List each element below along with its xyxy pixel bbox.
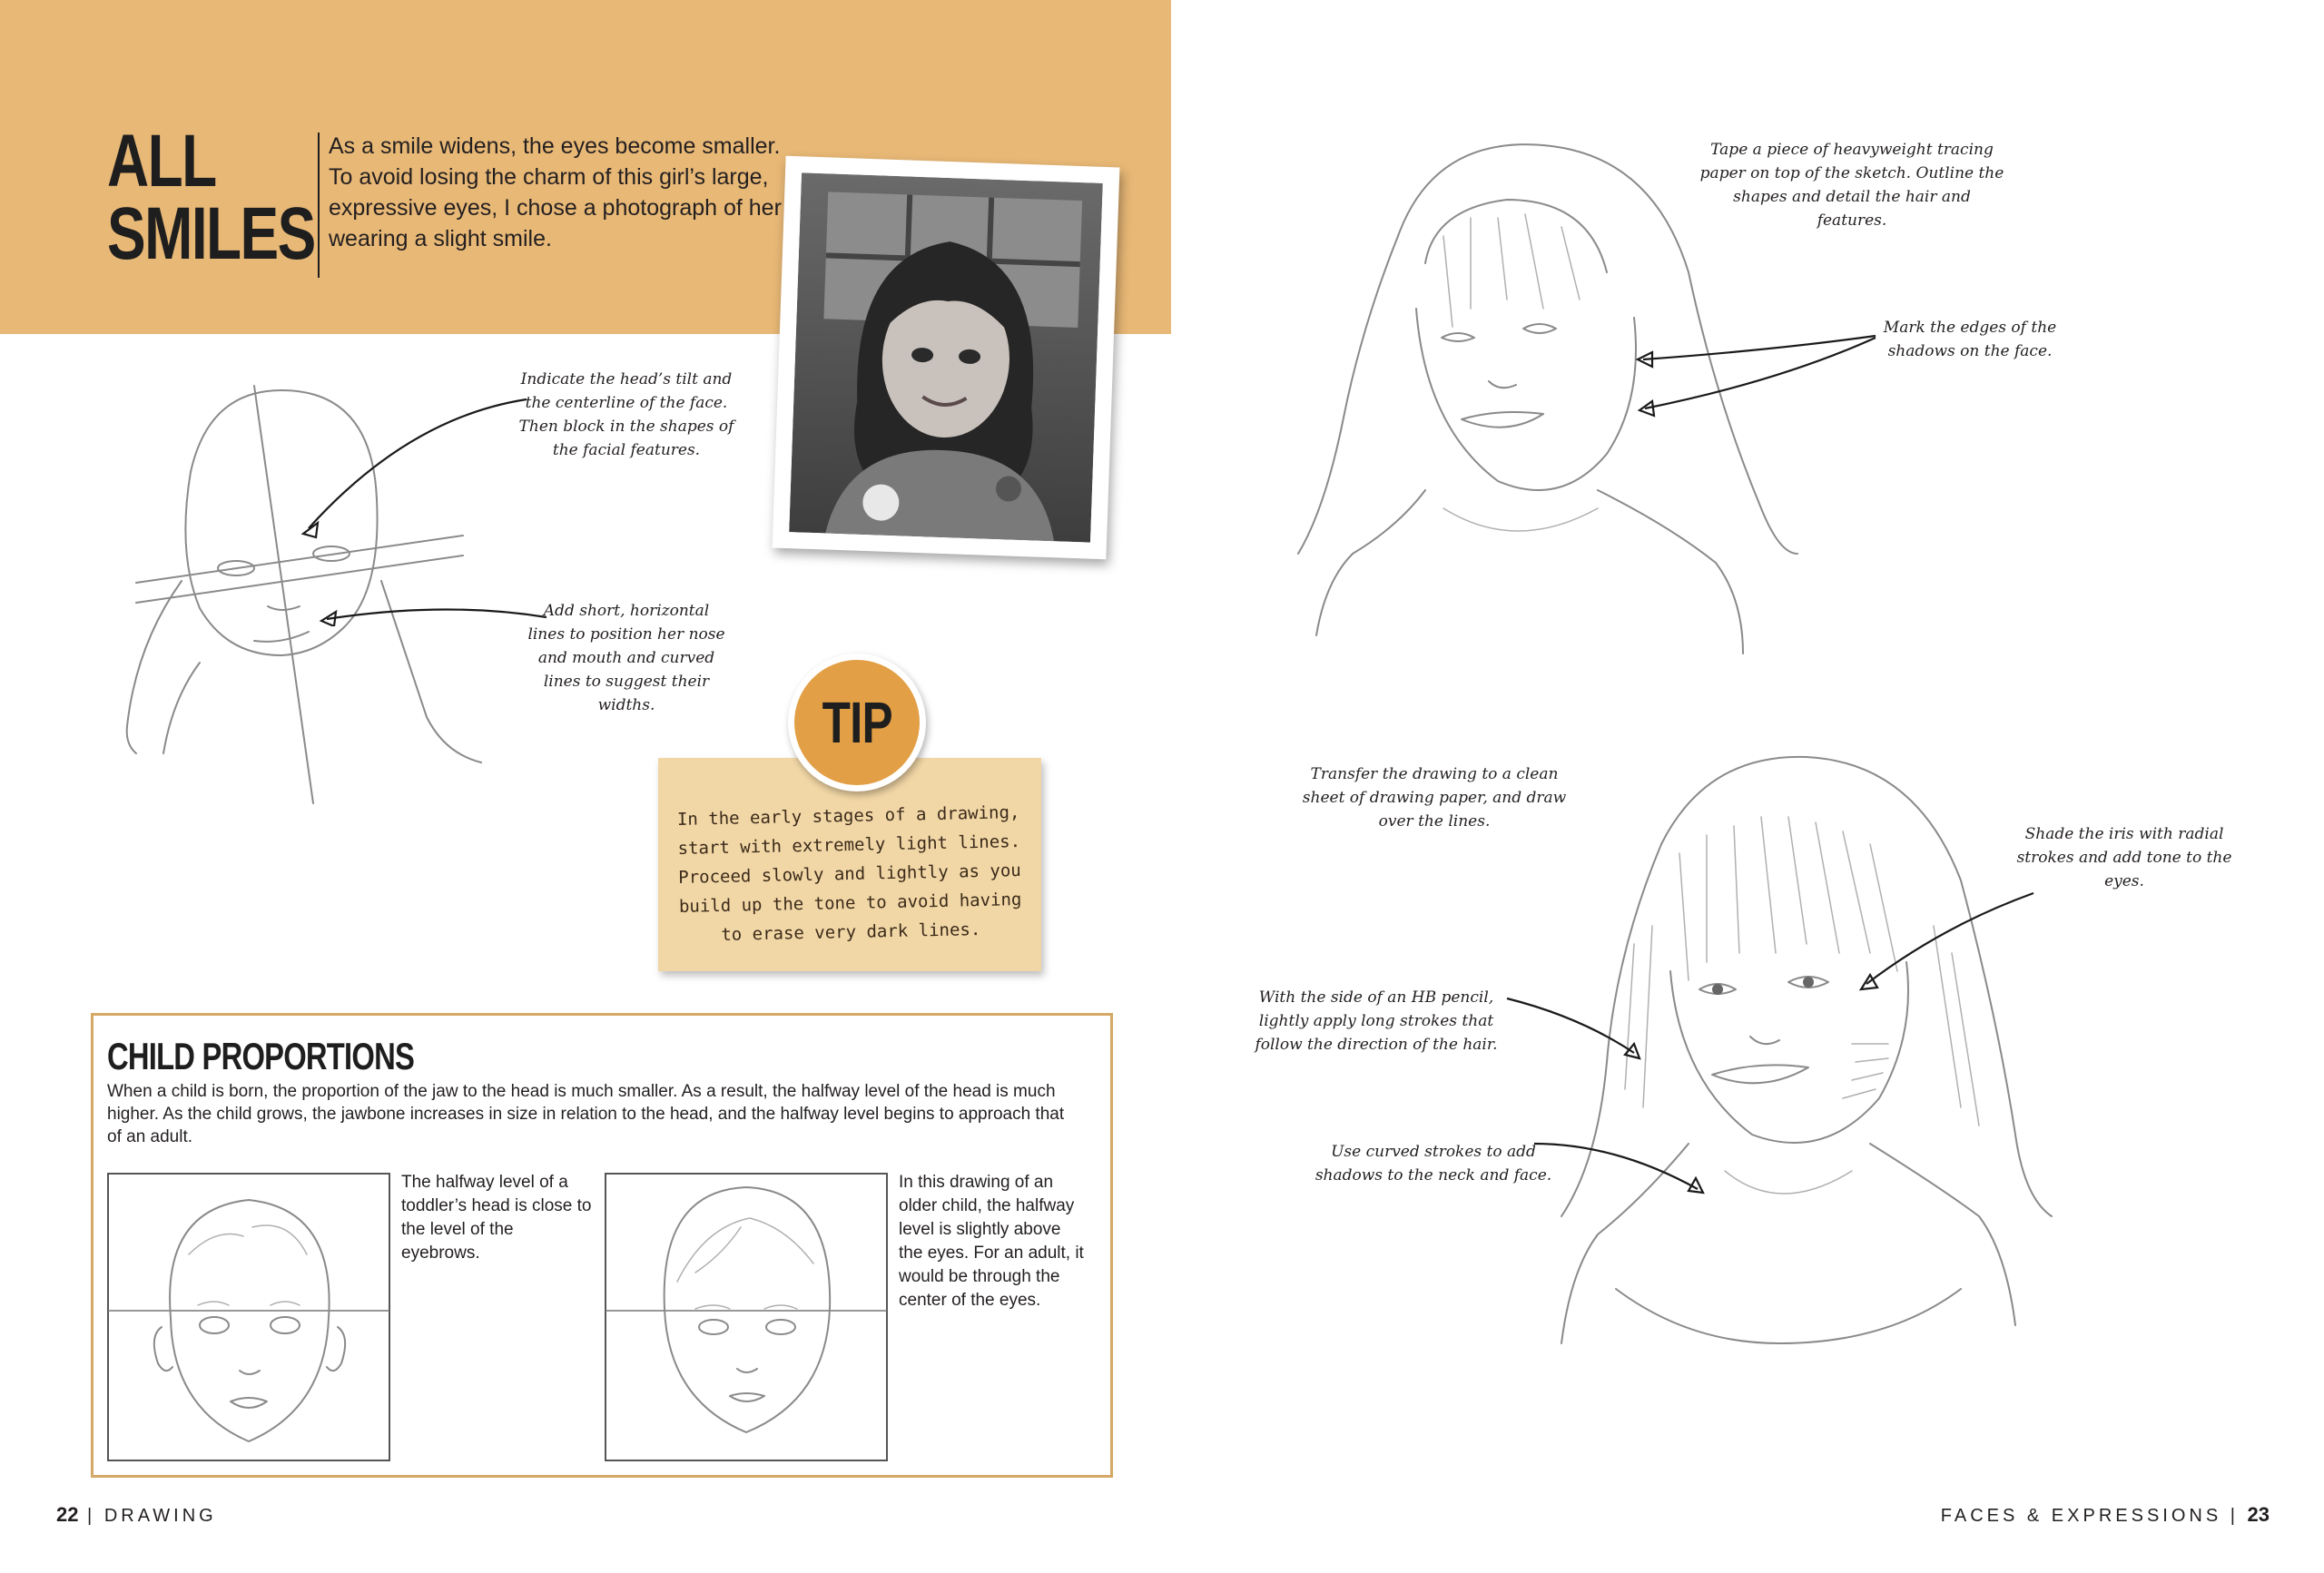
intro-text: As a smile widens, the eyes become smaller. To avoid losing the charm of this girl’s large, expressive eyes, I chose a photograph of her wearing a slight smile. bbox=[329, 133, 782, 251]
older-child-proportion-drawing bbox=[605, 1173, 888, 1461]
title-line-2: SMILES bbox=[107, 192, 315, 275]
toddler-proportion-text: The halfway level of a toddler’s head is close to the level of the eyebrows. bbox=[401, 1173, 592, 1263]
footer-divider-left: | bbox=[87, 1506, 104, 1526]
child-proportions-body: When a child is born, the proportion of the jaw to the head is much smaller. As a result, the halfway level of the head is much higher. As the child grows, the jawbone increases in size in relation to the head, and the halfway level begins to approach that of an adult. bbox=[107, 1082, 1065, 1146]
caption-transfer: Transfer the drawing to a clean sheet of drawing paper, and draw over the lines. bbox=[1302, 765, 1567, 831]
caption-iris: Shade the iris with radial strokes and add tone to the eyes. bbox=[2016, 825, 2232, 890]
caption-tracing-paper: Tape a piece of heavyweight tracing paper on top of the sketch. Outline the shapes and detail the hair and features. bbox=[1699, 141, 2004, 230]
arrows-step1 bbox=[290, 390, 563, 626]
caption-head-tilt: Indicate the head’s tilt and the centerline of the face. Then block in the shapes of the facial features. bbox=[518, 370, 734, 459]
tip-text: In the early stages of a drawing, start with extremely light lines. Proceed slowly and lightly as you build up the tone to avoid having to erase very dark lines. bbox=[676, 802, 1022, 945]
footer-left bbox=[56, 1503, 217, 1527]
caption-hb-pencil: With the side of an HB pencil, lightly apply long strokes that follow the direction of the hair. bbox=[1255, 988, 1498, 1054]
tip-badge bbox=[788, 654, 926, 791]
page-title bbox=[107, 120, 315, 275]
photo-image bbox=[789, 172, 1103, 542]
arrows-shadow-edges bbox=[1625, 318, 1888, 427]
left-page-number: 22 bbox=[56, 1503, 79, 1526]
toddler-proportion-drawing bbox=[107, 1173, 390, 1461]
title-divider bbox=[318, 133, 320, 278]
title-line-1: ALL bbox=[107, 120, 216, 202]
right-page-number: 23 bbox=[2247, 1503, 2270, 1526]
arrows-shaded-drawing bbox=[1489, 871, 2142, 1207]
footer-right bbox=[1941, 1503, 2270, 1527]
left-section-label: DRAWING bbox=[103, 1506, 217, 1526]
child-proportions-title: CHILD PROPORTIONS bbox=[107, 1035, 415, 1077]
right-section-label: FACES & EXPRESSIONS bbox=[1940, 1506, 2222, 1526]
reference-photo bbox=[773, 156, 1120, 560]
caption-curved-strokes: Use curved strokes to add shadows to the neck and face. bbox=[1315, 1143, 1552, 1185]
caption-shadow-edges: Mark the edges of the shadows on the face. bbox=[1883, 319, 2057, 360]
footer-divider-right: | bbox=[2230, 1506, 2248, 1526]
tip-badge-label: TIP bbox=[822, 690, 892, 755]
caption-horizontal-lines: Add short, horizontal lines to position her nose and mouth and curved lines to suggest their widths. bbox=[527, 602, 725, 714]
older-child-proportion-text: In this drawing of an older child, the halfway level is slightly above the eyes. For an adult, it would be through the center of the eyes. bbox=[899, 1173, 1084, 1310]
